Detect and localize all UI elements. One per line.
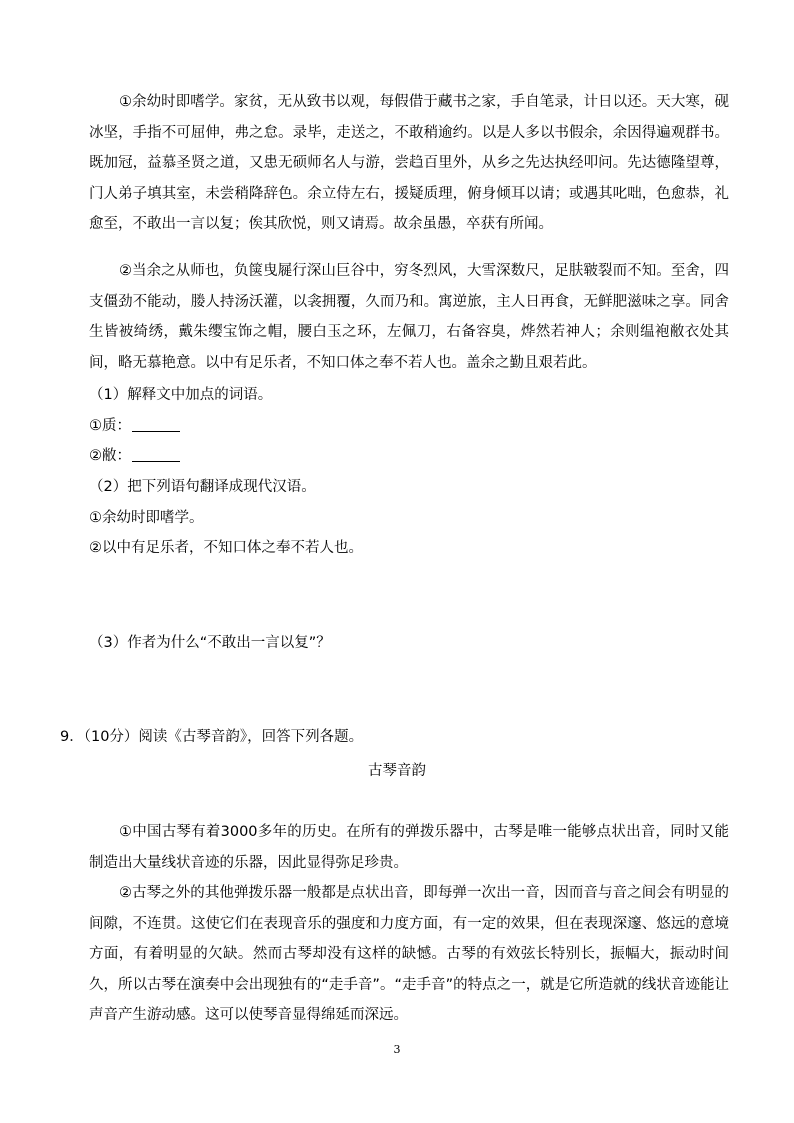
- article-paragraph-2: ②古琴之外的其他弹拨乐器一般都是点状出音，即每弹一次出一音，因而音与音之间会有明显的间隙，不连贯。这使它们在表现音乐的强度和力度方面，有一定的效果，但在表现深邃、悠远的意境方面，有着明显的欠缺。然而古琴却没有这样的缺憾。古琴的有效弦长特别长，振幅大，振动时间久，所以古琴在演奏中会出现独有的“走手音”。“走手音”的特点之一，就是它所造就的线状音迹能让声音产生游动感。这可以使琴音显得绵延而深远。: [89, 885, 729, 1024]
- article-title: 古琴音韵: [368, 763, 426, 779]
- question-1-item-a: [89, 416, 180, 436]
- question-2-item-a: ①余幼时即嗜学。: [89, 510, 204, 526]
- question-2-item-b: ②以中有足乐者，不知口体之奉不若人也。: [89, 540, 363, 556]
- question-1-item-b: [89, 446, 180, 466]
- item-9-header: 9．（10分）阅读《古琴音韵》，回答下列各题。: [60, 729, 364, 745]
- page-number: 3: [393, 1043, 401, 1056]
- answer-blank: [132, 447, 180, 462]
- question-2-prompt: （2）把下列语句翻译成现代汉语。: [89, 479, 316, 495]
- question-1-item-a-label: ①质：: [89, 418, 131, 434]
- question-1-item-b-label: ②敝：: [89, 448, 131, 464]
- question-1-prompt: （1）解释文中加点的词语。: [89, 387, 273, 403]
- answer-blank: [132, 417, 180, 432]
- passage-paragraph-1: ①余幼时即嗜学。家贫，无从致书以观，每假借于藏书之家，手自笔录，计日以还。天大寒，砚冰坚，手指不可屈伸，弗之怠。录毕，走送之，不敢稍逾约。以是人多以书假余，余因得遍观群书。既加冠，益慕圣贤之道，又患无硕师名人与游，尝趋百里外，从乡之先达执经叩问。先达德隆望尊，门人弟子填其室，未尝稍降辞色。余立侍左右，援疑质理，俯身倾耳以请；或遇其叱咄，色愈恭，礼愈至，不敢出一言以复；俟其欣悦，则又请焉。故余虽愚，卒获有所闻。: [89, 94, 729, 233]
- article-paragraph-1: ①中国古琴有着3000多年的历史。在所有的弹拨乐器中，古琴是唯一能够点状出音，同时又能制造出大量线状音迹的乐器，因此显得弥足珍贵。: [89, 824, 729, 871]
- question-3-prompt: （3）作者为什么“不敢出一言以复”？: [89, 635, 331, 651]
- passage-paragraph-2: ②当余之从师也，负箧曳屣行深山巨谷中，穷冬烈风，大雪深数尺，足肤皲裂而不知。至舍，四支僵劲不能动，媵人持汤沃灌，以衾拥覆，久而乃和。寓逆旅，主人日再食，无鲜肥滋味之享。同舍生皆被绮绣，戴朱缨宝饰之帽，腰白玉之环，左佩刀，右备容臭，烨然若神人；余则缊袍敝衣处其间，略无慕艳意。以中有足乐者，不知口体之奉不若人也。盖余之勤且艰若此。: [89, 263, 729, 371]
